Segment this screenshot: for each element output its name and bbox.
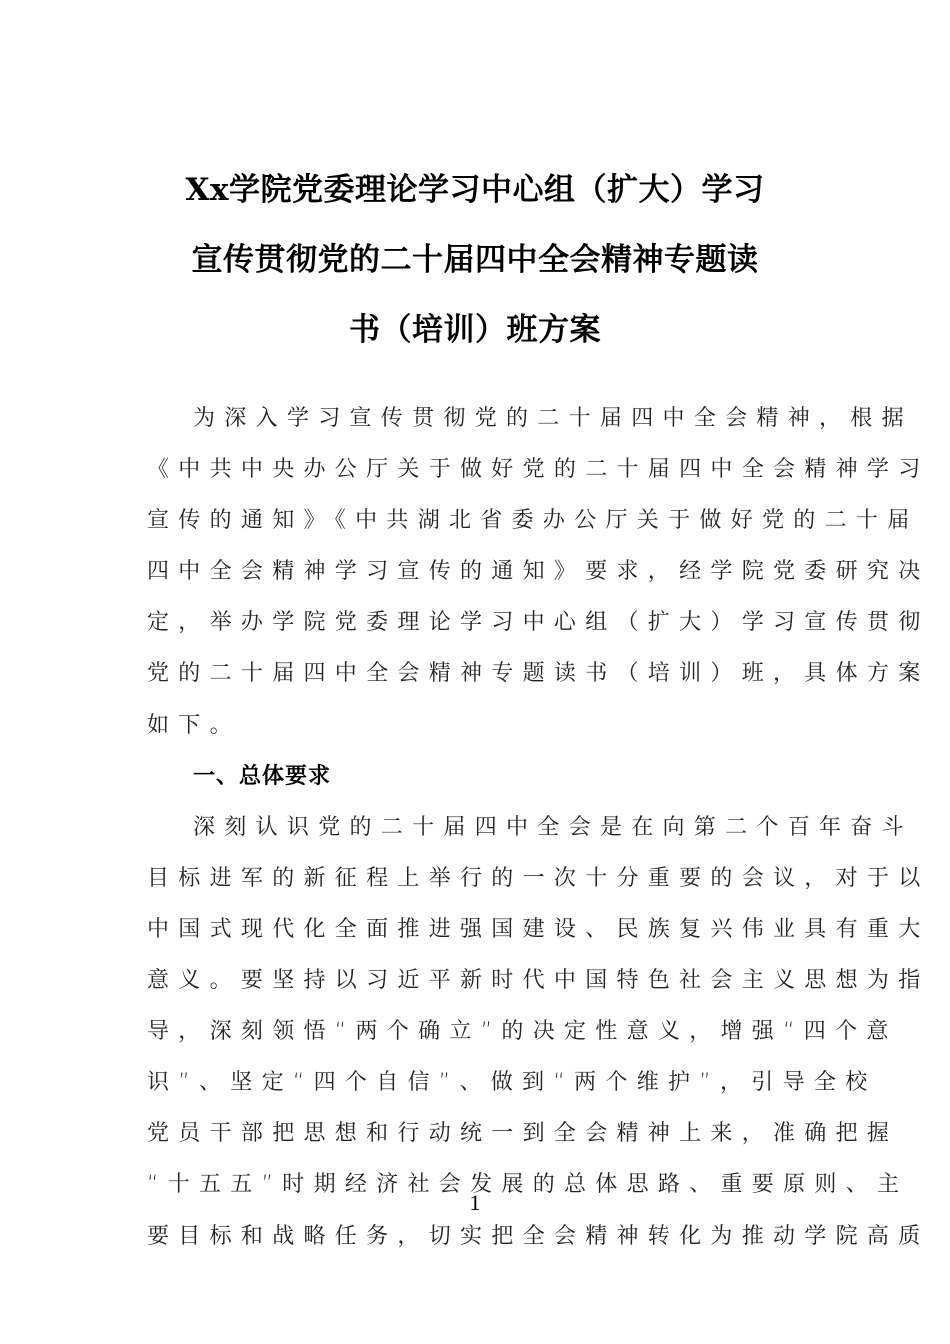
title-line-2: 宣传贯彻党的二十届四中全会精神专题读 [191,242,759,278]
paragraph-line: 要目标和战略任务，切实把全会精神转化为推动学院高质 [147,1223,930,1249]
intro-paragraph [147,397,930,755]
paragraph-line: 导，深刻领悟“两个确立”的决定性意义，增强“四个意 [147,1019,898,1045]
title-line-1: Xx学院党委理论学习中心组（扩大）学习 [185,172,765,208]
paragraph-line: 意义。要坚持以习近平新时代中国特色社会主义思想为指 [147,968,930,994]
paragraph-line: 识”、坚定“四个自信”、做到“两个维护”，引导全校 [147,1070,877,1096]
paragraph-line: “十五五”时期经济社会发展的总体思路、重要原则、主 [147,1172,909,1198]
document-title [140,155,810,365]
paragraph-line: 如下。 [147,712,241,738]
paragraph-line: 目标进军的新征程上举行的一次十分重要的会议，对于以 [147,865,930,891]
paragraph-line: 中国式现代化全面推进强国建设、民族复兴伟业具有重大 [147,916,930,942]
paragraph-line: 四中全会精神学习宣传的通知》要求，经学院党委研究决 [147,559,930,585]
page-number: 1 [469,1190,481,1215]
paragraph-line: 为深入学习宣传贯彻党的二十届四中全会精神，根据 [193,406,913,431]
paragraph-line: 定，举办学院党委理论学习中心组（扩大）学习宣传贯彻 [147,610,930,636]
document-body [147,397,930,1266]
paragraph-line: 深刻认识党的二十届四中全会是在向第二个百年奋斗 [193,814,913,840]
paragraph-line: 党员干部把思想和行动统一到全会精神上来，准确把握 [147,1121,899,1147]
paragraph-line: 宣传的通知》《中共湖北省委办公厅关于做好党的二十届 [147,508,919,534]
paragraph-line: 《中共中央办公厅关于做好党的二十届四中全会精神学习 [147,457,930,483]
title-line-3: 书（培训）班方案 [349,312,601,348]
section-heading: 一、总体要求 [193,763,332,789]
paragraph-line: 党的二十届四中全会精神专题读书（培训）班，具体方案 [147,661,930,687]
